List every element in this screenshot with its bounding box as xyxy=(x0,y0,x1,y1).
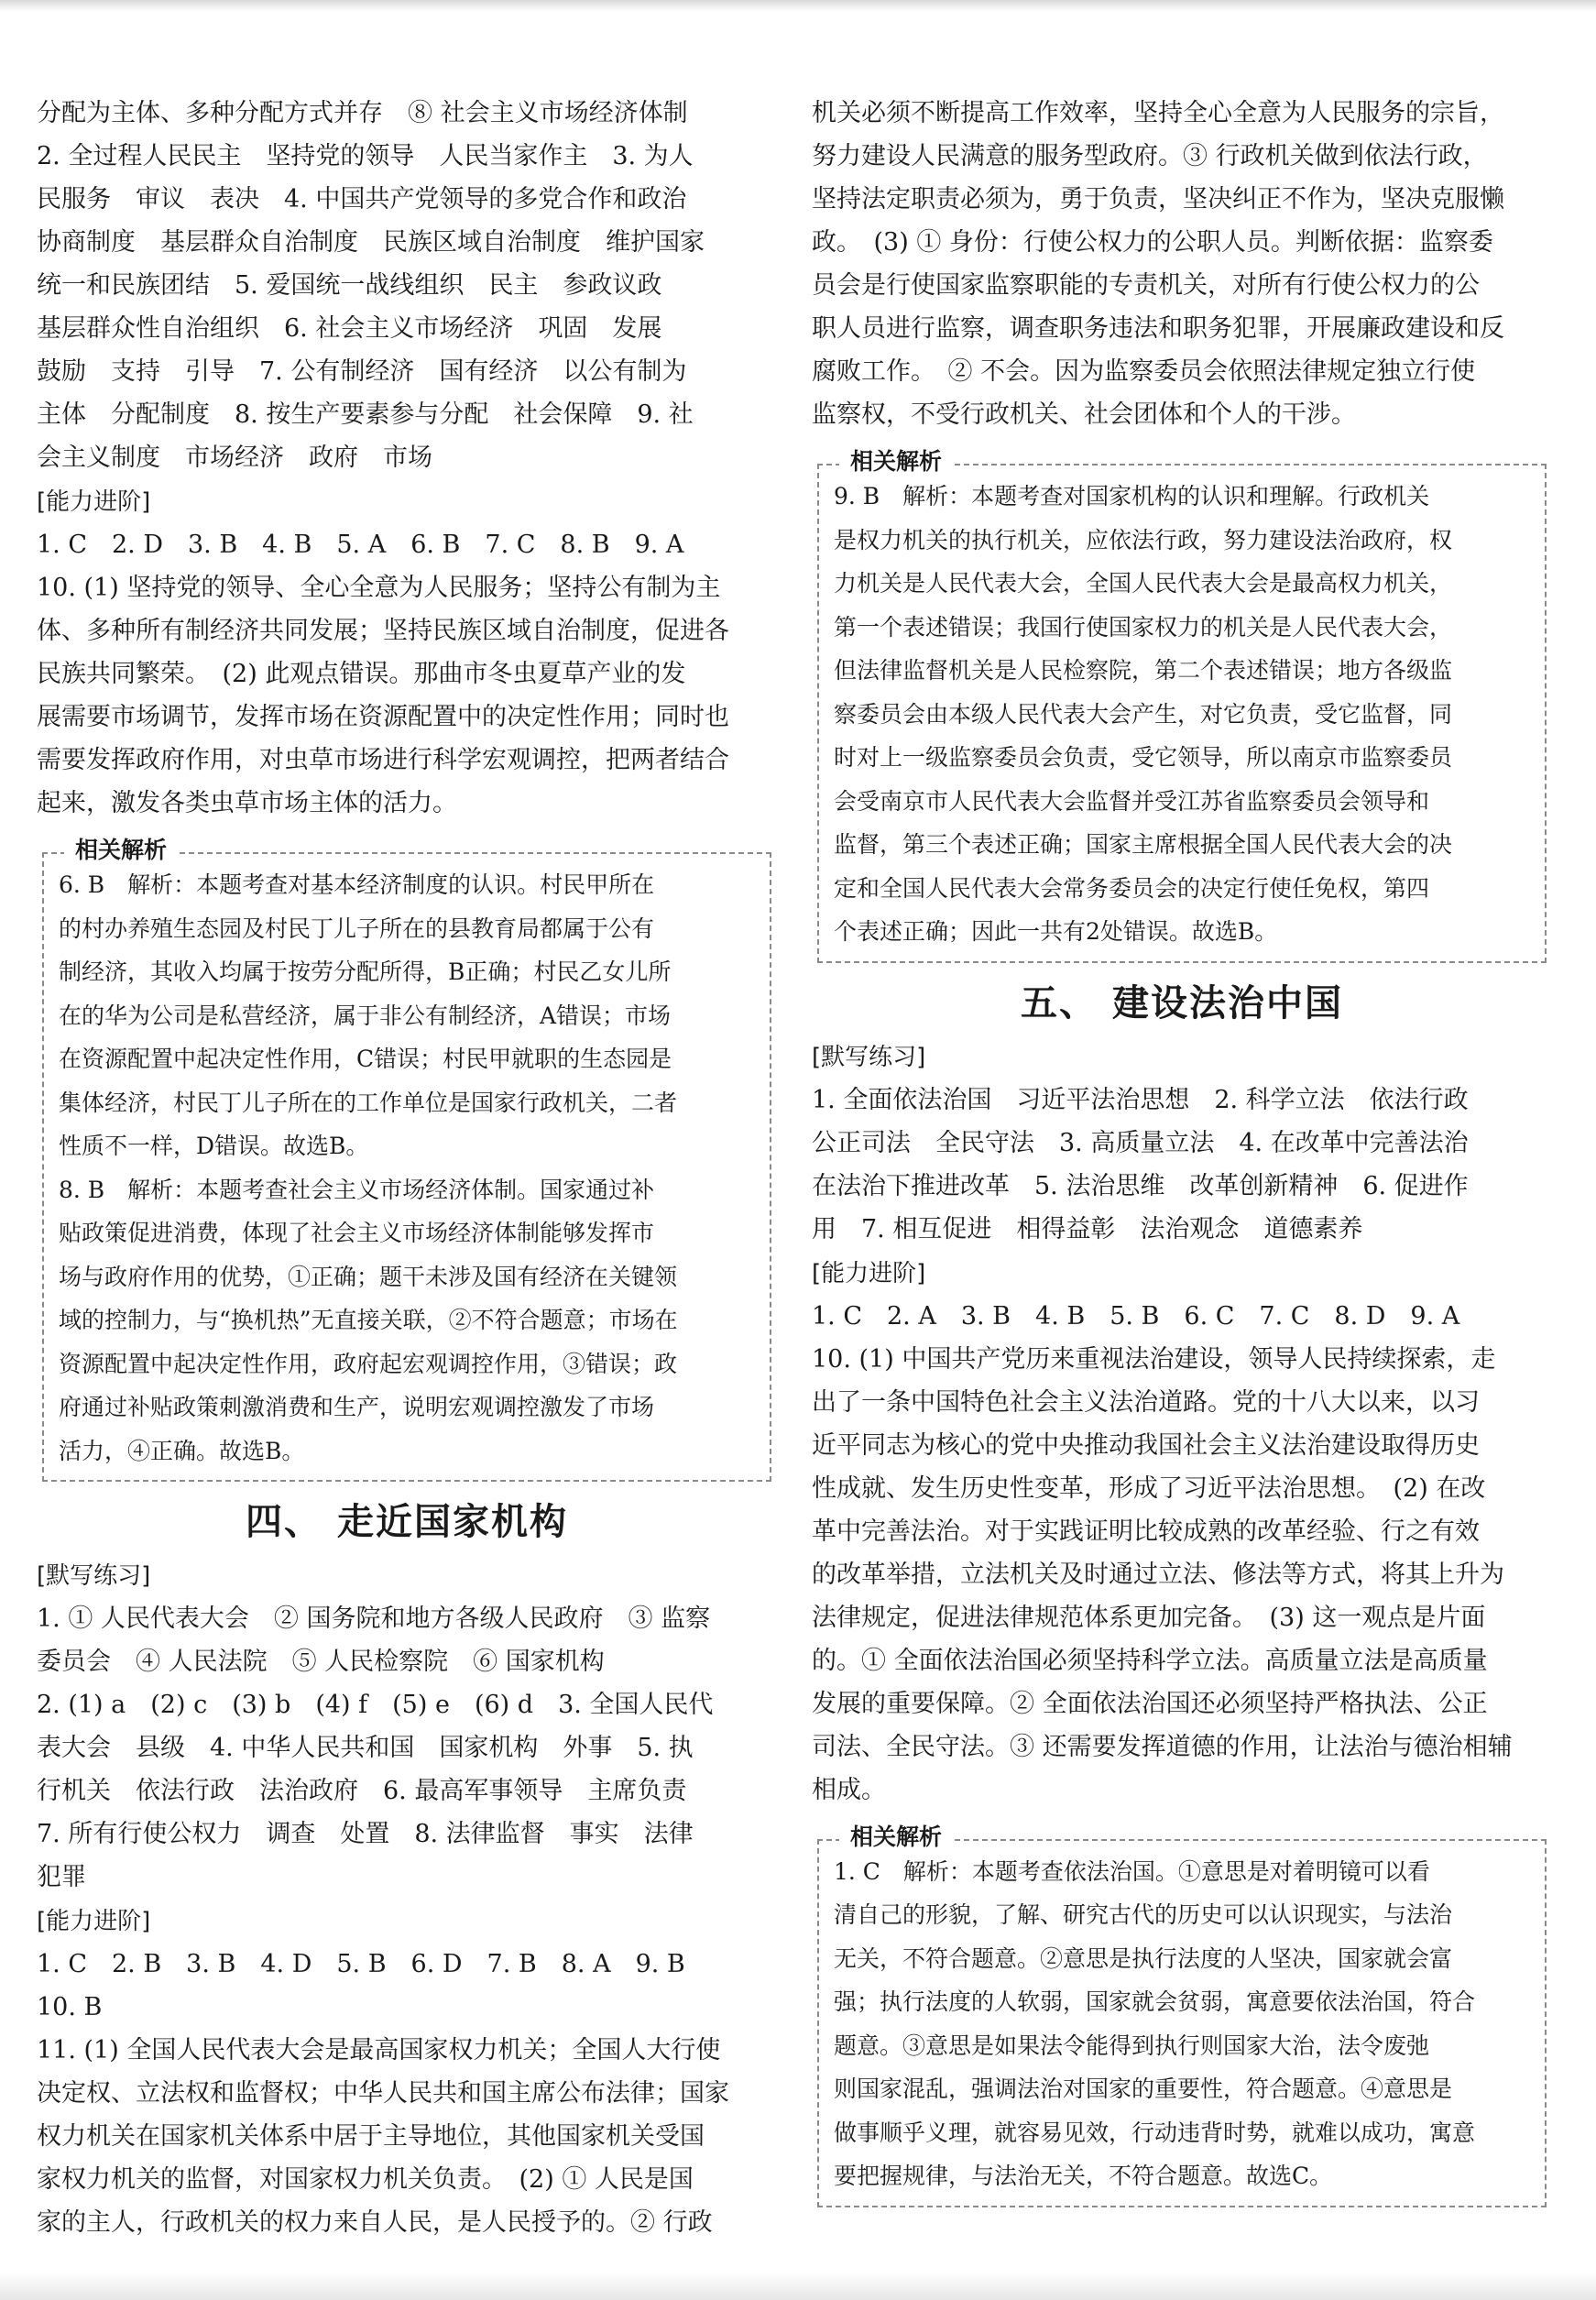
text-line: 表大会 县级 4. 中华人民共和国 国家机构 外事 5. 执 xyxy=(37,1734,694,1762)
text-line: 集体经济，村民丁儿子所在的工作单位是国家行政机关，二者 xyxy=(59,1089,678,1116)
text-line: 但法律监督机关是人民检察院，第二个表述错误；地方各级监 xyxy=(834,657,1453,684)
analysis-box xyxy=(42,837,771,1482)
analysis-box-right-1 xyxy=(817,448,1547,963)
tag-dictation-practice: [ 默写练习 ] xyxy=(812,1036,1552,1079)
section5-ability-answers xyxy=(812,1295,1552,1812)
text-line: 法律规定，促进法律规范体系更加完备。 (3) 这一观点是片面 xyxy=(812,1603,1486,1632)
analysis-box-label: 相关解析 xyxy=(64,834,178,867)
text-line: 近平同志为核心的党中央推动我国社会主义法治建设取得历史 xyxy=(812,1430,1480,1460)
text-line: 机关必须不断提高工作效率，坚持全心全意为人民服务的宗旨， xyxy=(812,99,1504,127)
analysis-text xyxy=(834,1850,1528,2198)
text-line: 1. ① 人民代表大会 ② 国务院和地方各级人民政府 ③ 监察 xyxy=(37,1605,711,1633)
text-line: 8. B 解析：本题考查社会主义市场经济体制。国家通过补 xyxy=(59,1176,655,1203)
text-line: 在法治下推进改革 5. 法治思维 改革创新精神 6. 促进作 xyxy=(812,1171,1469,1200)
text-line: 相成。 xyxy=(812,1775,886,1804)
text-line: 9. B 解析：本题考查对国家机构的认识和理解。行政机关 xyxy=(834,483,1430,509)
tag-dictation-practice: [ 默写练习 ] xyxy=(37,1555,777,1597)
section4-dictation-answers xyxy=(37,1597,777,1899)
text-line: 家的主人，行政机关的权力来自人民，是人民授予的。② 行政 xyxy=(37,2208,713,2237)
text-line: 坚持法定职责必须为，勇于负责，坚决纠正不作为，坚决克服懒 xyxy=(812,185,1504,214)
text-line: 1. C 2. A 3. B 4. B 5. B 6. C 7. C 8. D 9. A xyxy=(812,1301,1460,1331)
text-line: 10. (1) 坚持党的领导、全心全意为人民服务；坚持公有制为主 xyxy=(37,574,721,602)
text-line: 司法、全民守法。③ 还需要发挥道德的作用，让法治与德治相辅 xyxy=(812,1732,1513,1761)
analysis-box-right-2 xyxy=(817,1823,1547,2207)
text-line: 委员会 ④ 人民法院 ⑤ 人民检察院 ⑥ 国家机构 xyxy=(37,1648,605,1676)
text-line: 域的控制力，与“换机热”无直接关联，②不符合题意；市场在 xyxy=(59,1307,678,1333)
tag-ability-advance-2: [ 能力进阶 ] xyxy=(37,1900,777,1943)
text-line: 资源配置中起决定性作用，政府起宏观调控作用，③错误；政 xyxy=(59,1350,678,1377)
text-line: 监督，第三个表述正确；国家主席根据全国人民代表大会的决 xyxy=(834,831,1453,858)
text-line: 体、多种所有制经济共同发展；坚持民族区域自治制度，促进各 xyxy=(37,617,729,645)
section5-dictation-answers xyxy=(812,1079,1552,1251)
text-line: 发展的重要保障。② 全面依法治国还必须坚持严格执法、公正 xyxy=(812,1689,1488,1718)
text-line: 1. C 2. B 3. B 4. D 5. B 6. D 7. B 8. A 9. B xyxy=(37,1950,685,1978)
text-line: 腐败工作。 ② 不会。因为监察委员会依照法律规定独立行使 xyxy=(812,357,1476,386)
text-line: 的村办养殖生态园及村民丁儿子所在的县教育局都属于公有 xyxy=(59,915,655,942)
page-fold-bottom xyxy=(0,2273,1596,2300)
page-fold-top xyxy=(0,0,1596,11)
text-line: 活力，④正确。故选B。 xyxy=(59,1437,305,1464)
text-line: 决定权、立法权和监督权；中华人民共和国主席公布法律；国家 xyxy=(37,2079,729,2108)
text-line: 公正司法 全民守法 3. 高质量立法 4. 在改革中完善法治 xyxy=(812,1128,1469,1157)
section-title-4: 四、 走近国家机构 xyxy=(246,1501,568,1543)
text-line: 2. (1) a (2) c (3) b (4) f (5) e (6) d 3. 全国人民代 xyxy=(37,1691,714,1719)
text-line: 强；执行法度的人软弱，国家就会贫弱，寓意要依法治国，符合 xyxy=(834,1988,1476,2015)
text-line: 监察权，不受行政机关、社会团体和个人的干涉。 xyxy=(812,400,1356,429)
text-line: 11. (1) 全国人民代表大会是最高国家权力机关；全国人大行使 xyxy=(37,2036,721,2065)
text-line: 鼓励 支持 引导 7. 公有制经济 国有经济 以公有制为 xyxy=(37,357,687,386)
right-continued-answers xyxy=(812,92,1552,436)
text-line: 力机关是人民代表大会，全国人民代表大会是最高权力机关， xyxy=(834,570,1453,597)
text-line: 行机关 依法行政 法治政府 6. 最高军事领导 主席负责 xyxy=(37,1777,687,1805)
text-line: 制经济，其收入均属于按劳分配所得，B正确；村民乙女儿所 xyxy=(59,958,672,985)
text-line: 政。 (3) ① 身份：行使公权力的公职人员。判断依据：监察委 xyxy=(812,228,1493,257)
text-line: 员会是行使国家监察职能的专责机关，对所有行使公权力的公 xyxy=(812,271,1480,300)
left-ability-answers xyxy=(37,523,777,825)
analysis-box-label: 相关解析 xyxy=(839,1821,953,1854)
text-line: 民服务 审议 表决 4. 中国共产党领导的多党合作和政治 xyxy=(37,185,687,214)
text-line: 分配为主体、多种分配方式并存 ⑧ 社会主义市场经济体制 xyxy=(37,99,688,127)
text-line: 场与政府作用的优势，①正确；题干未涉及国有经济在关键领 xyxy=(59,1263,678,1290)
analysis-box-label: 相关解析 xyxy=(839,445,953,478)
text-line: 的。① 全面依法治国必须坚持科学立法。高质量立法是高质量 xyxy=(812,1646,1488,1675)
text-line: 权力机关在国家机关体系中居于主导地位，其他国家机关受国 xyxy=(37,2122,705,2151)
text-line: 是权力机关的执行机关，应依法行政，努力建设法治政府，权 xyxy=(834,526,1453,553)
text-line: 时对上一级监察委员会负责，受它领导，所以南京市监察委员 xyxy=(834,744,1453,771)
text-line: 6. B 解析：本题考查对基本经济制度的认识。村民甲所在 xyxy=(59,871,655,898)
tag-ability-advance: [ 能力进阶 ] xyxy=(812,1253,1552,1295)
text-line: 会受南京市人民代表大会监督并受江苏省监察委员会领导和 xyxy=(834,787,1430,815)
analysis-text xyxy=(834,475,1528,954)
text-line: 在的华为公司是私营经济，属于非公有制经济，A错误；市场 xyxy=(59,1002,672,1029)
text-line: 则国家混乱，强调法治对国家的重要性，符合题意。④意思是 xyxy=(834,2075,1453,2102)
text-line: 性质不一样，D错误。故选B。 xyxy=(59,1133,369,1159)
text-line: 用 7. 相互促进 相得益彰 法治观念 道德素养 xyxy=(812,1214,1363,1243)
text-line: 在资源配置中起决定性作用，C错误；村民甲就职的生态园是 xyxy=(59,1046,672,1072)
text-line: 2. 全过程人民民主 坚持党的领导 人民当家作主 3. 为人 xyxy=(37,142,694,170)
text-line: 察委员会由本级人民代表大会产生，对它负责，受它监督，同 xyxy=(834,700,1453,728)
text-line: 职人员进行监察，调查职务违法和职务犯罪，开展廉政建设和反 xyxy=(812,314,1504,343)
tag-ability-advance: [ 能力进阶 ] xyxy=(37,481,777,523)
text-line: 7. 所有行使公权力 调查 处置 8. 法律监督 事实 法律 xyxy=(37,1820,694,1848)
right-column xyxy=(812,92,1552,2220)
text-line: 革中完善法治。对于实践证明比较成熟的改革经验、行之有效 xyxy=(812,1517,1480,1546)
text-line: 出了一条中国特色社会主义法治道路。党的十八大以来，以习 xyxy=(812,1387,1480,1417)
text-line: 基层群众性自治组织 6. 社会主义市场经济 巩固 发展 xyxy=(37,314,662,343)
text-line: 1. C 解析：本题考查依法治国。①意思是对着明镜可以看 xyxy=(834,1857,1430,1885)
text-line: 做事顺乎义理，就容易见效，行动违背时势，就难以成功，寓意 xyxy=(834,2119,1476,2146)
text-line: 会主义制度 市场经济 政府 市场 xyxy=(37,444,432,472)
text-line: 第一个表述错误；我国行使国家权力的机关是人民代表大会， xyxy=(834,613,1453,641)
text-line: 起来，激发各类虫草市场主体的活力。 xyxy=(37,789,457,817)
text-line: 题意。③意思是如果法令能得到执行则国家大治，法令废弛 xyxy=(834,2032,1430,2059)
text-line: 要把握规律，与法治无关，不符合题意。故选C。 xyxy=(834,2163,1333,2189)
text-line: 10. (1) 中国共产党历来重视法治建设，领导人民持续探索，走 xyxy=(812,1344,1496,1374)
text-line: 需要发挥政府作用，对虫草市场进行科学宏观调控，把两者结合 xyxy=(37,746,729,774)
text-line: 府通过补贴政策刺激消费和生产，说明宏观调控激发了市场 xyxy=(59,1394,655,1420)
text-line: 民族共同繁荣。 (2) 此观点错误。那曲市冬虫夏草产业的发 xyxy=(37,660,686,688)
text-line: 无关，不符合题意。②意思是执行法度的人坚决，国家就会富 xyxy=(834,1944,1453,1972)
left-column xyxy=(37,92,777,2244)
text-line: 性成就、发生历史性变革，形成了习近平法治思想。 (2) 在改 xyxy=(812,1473,1486,1503)
analysis-text xyxy=(59,863,753,1473)
text-line: 统一和民族团结 5. 爱国统一战线组织 民主 参政议政 xyxy=(37,271,662,300)
text-line: 主体 分配制度 8. 按生产要素参与分配 社会保障 9. 社 xyxy=(37,400,694,429)
text-line: 犯罪 xyxy=(37,1863,86,1891)
text-line: 协商制度 基层群众自治制度 民族区域自治制度 维护国家 xyxy=(37,228,705,257)
section-title-5: 五、 建设法治中国 xyxy=(1021,981,1343,1024)
text-line: 努力建设人民满意的服务型政府。③ 行政机关做到依法行政， xyxy=(812,142,1488,170)
text-line: 家权力机关的监督，对国家权力机关负责。 (2) ① 人民是国 xyxy=(37,2165,694,2194)
text-line: 1. 全面依法治国 习近平法治思想 2. 科学立法 依法行政 xyxy=(812,1085,1469,1114)
left-answers-block xyxy=(37,92,777,479)
text-line: 清自己的形貌，了解、研究古代的历史可以认识现实，与法治 xyxy=(834,1901,1453,1928)
text-line: 个表述正确；因此一共有2处错误。故选B。 xyxy=(834,918,1278,945)
text-line: 的改革举措，立法机关及时通过立法、修法等方式，将其上升为 xyxy=(812,1560,1504,1589)
text-line: 10. B xyxy=(37,1993,103,2021)
text-line: 展需要市场调节，发挥市场在资源配置中的决定性作用；同时也 xyxy=(37,703,729,731)
text-line: 定和全国人民代表大会常务委员会的决定行使任免权，第四 xyxy=(834,874,1430,902)
section4-ability-answers xyxy=(37,1943,777,2244)
text-line: 1. C 2. D 3. B 4. B 5. A 6. B 7. C 8. B 9. A xyxy=(37,531,684,559)
text-line: 贴政策促进消费，体现了社会主义市场经济体制能够发挥市 xyxy=(59,1220,655,1246)
